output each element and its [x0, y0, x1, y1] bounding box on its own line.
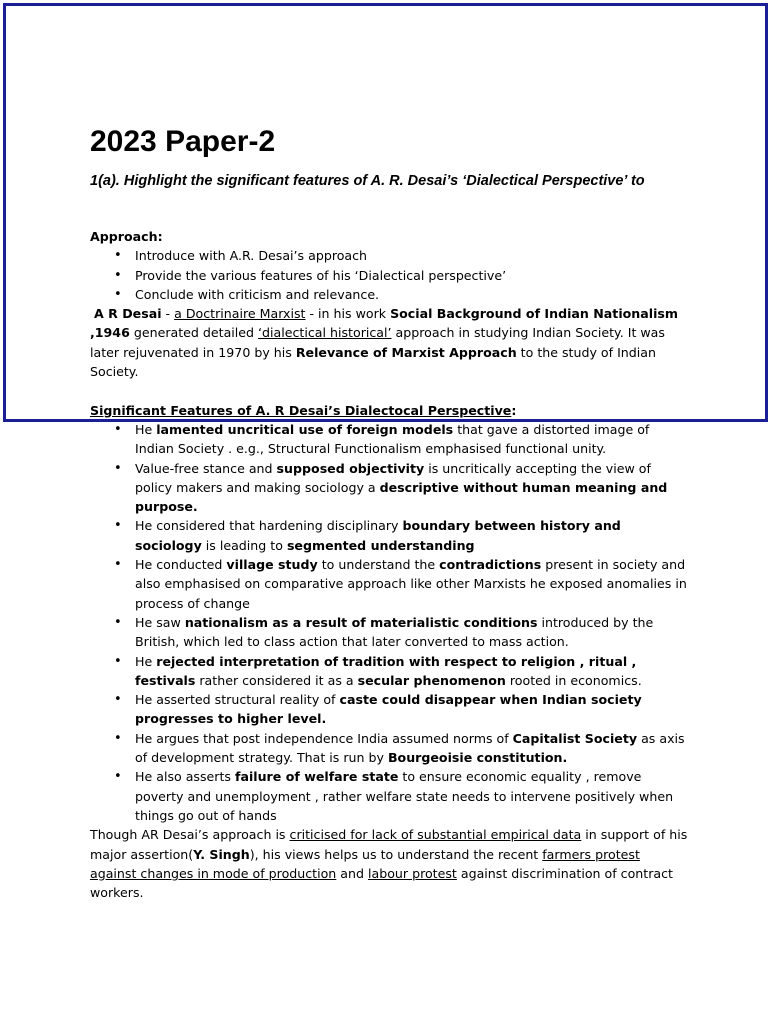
conclusion-paragraph: Though AR Desai’s approach is criticised for lack of substantial empirical data in support of his major assertion(Y. Singh), his views helps us to understand the recent farmers protest against changes in mode of production and labour protest against discrimination of contract workers. [90, 827, 688, 901]
list-item: • He conducted village study to understand the contradictions present in society and also emphasised on comparative approach like other Marxists he exposed anomalies in process of change [90, 555, 690, 613]
approach-heading: Approach: [90, 229, 163, 244]
list-item: • He argues that post independence India assumed norms of Capitalist Society as axis of development strategy. That is run by Bourgeoisie constitution. [90, 729, 690, 768]
list-item: • He rejected interpretation of tradition with respect to religion , ritual , festivals rather considered it as a secular phenomenon rooted in economics. [90, 652, 690, 691]
list-item: • He lamented uncritical use of foreign models that gave a distorted image of Indian Society . e.g., Structural Functionalism emphasised functional unity. [90, 420, 690, 459]
list-item: • Introduce with A.R. Desai’s approach [90, 246, 690, 265]
question-text: 1(a). Highlight the significant features of A. R. Desai’s ‘Dialectical Perspective’ to [90, 173, 645, 189]
author-label: a Doctrinaire Marxist [174, 306, 306, 322]
work-title: Social Background of Indian Nationalism ,1946 [90, 306, 679, 341]
list-item: • Provide the various features of his ‘Dialectical perspective’ [90, 266, 690, 285]
approach-term: ‘dialectical historical’ [258, 325, 392, 341]
author-name: A R Desai [94, 306, 162, 322]
list-item: • Conclude with criticism and relevance. [90, 285, 690, 304]
answer-body [90, 227, 690, 902]
features-list [90, 420, 690, 825]
list-item: • He also asserts failure of welfare state to ensure economic equality , remove poverty and unemployment , rather welfare state needs to intervene positively when things go out of hands [90, 767, 690, 825]
list-item: • He asserted structural reality of caste could disappear when Indian society progresses to higher level. [90, 690, 690, 729]
list-item: • He saw nationalism as a result of materialistic conditions introduced by the British, which led to class action that later converted to mass action. [90, 613, 690, 652]
features-heading: Significant Features of A. R Desai’s Dialectocal Perspective: [90, 402, 517, 418]
list-item: • He considered that hardening disciplinary boundary between history and sociology is leading to segmented understanding [90, 516, 690, 555]
intro-paragraph: A R Desai - a Doctrinaire Marxist - in his work Social Background of Indian Nationalism ,1946 generated detailed ‘dialectical historical’ approach in studying Indian Society. It was later rejuvenated in 1970 by his Relevance of Marxist Approach to the study of Indian Society. [90, 306, 679, 380]
approach-list [90, 246, 690, 304]
reference-author: Y. Singh [193, 846, 250, 862]
page-title: 2023 Paper-2 [90, 125, 276, 158]
list-item: • Value-free stance and supposed objectivity is uncritically accepting the view of policy makers and making sociology a descriptive without human meaning and purpose. [90, 459, 690, 517]
work-title: Relevance of Marxist Approach [295, 344, 517, 360]
